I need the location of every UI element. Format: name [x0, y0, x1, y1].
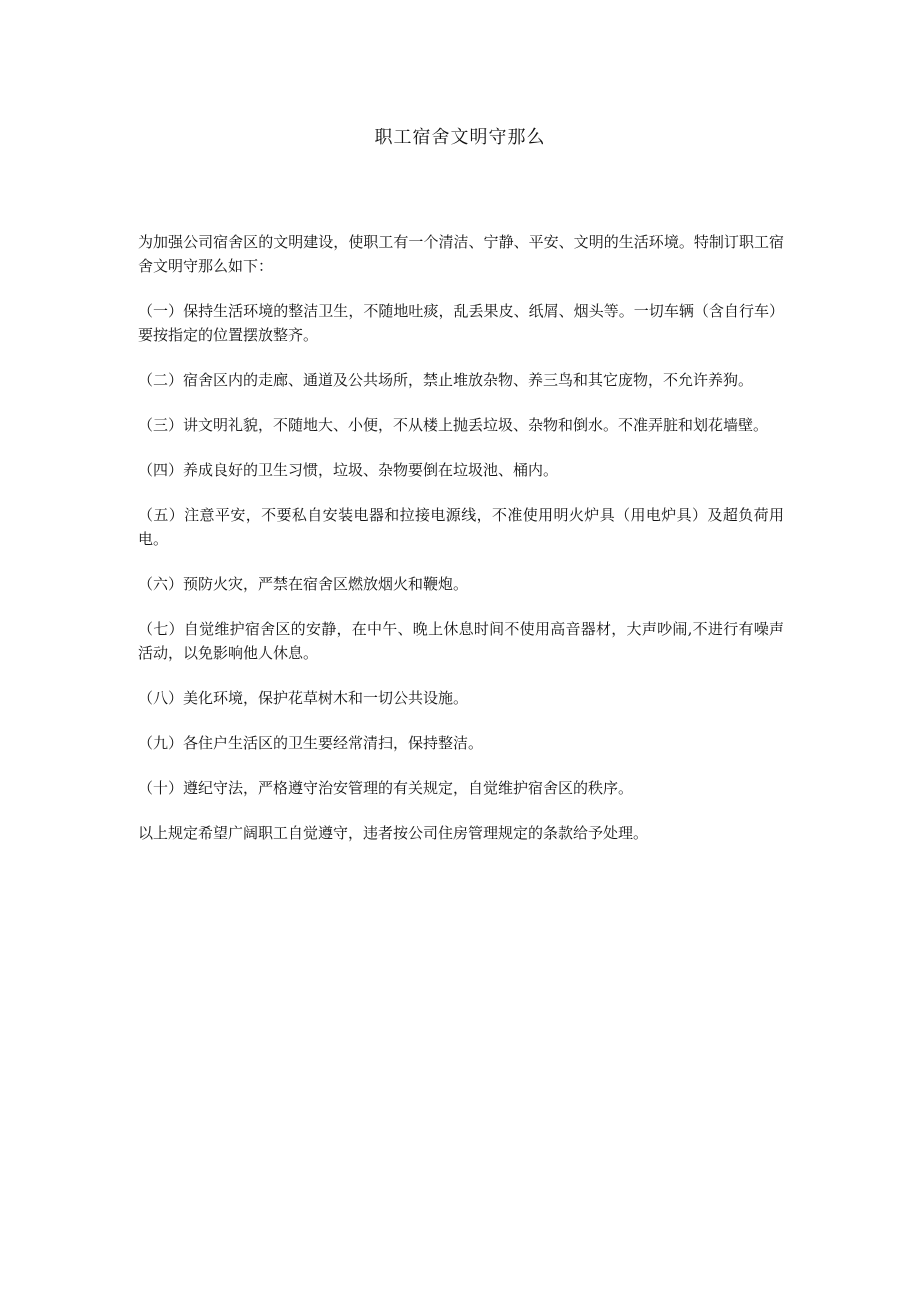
rule-paragraph-2: （二）宿舍区内的走廊、通道及公共场所，禁止堆放杂物、养三鸟和其它庞物，不允许养狗。: [138, 371, 754, 389]
rule-paragraph-7: （七）自觉维护宿舍区的安静，在中午、晚上休息时间不使用高音器材，大声吵闹,不进行有噪声活动，以免影响他人休息。: [138, 620, 784, 662]
rule-paragraph-8: （八）美化环境，保护花草树木和一切公共设施。: [138, 689, 469, 707]
document-title: 职工宿舍文明守那么: [374, 127, 546, 148]
closing-paragraph: 以上规定希望广阔职工自觉遵守，违者按公司住房管理规定的条款给予处理。: [138, 824, 649, 842]
document-body: [138, 230, 784, 866]
rule-paragraph-1: （一）保持生活环境的整洁卫生，不随地吐痰，乱丢果皮、纸屑、烟头等。一切车辆（含自行车）要按指定的位置摆放整齐。: [138, 302, 784, 344]
rule-paragraph-10: （十）遵纪守法，严格遵守治安管理的有关规定，自觉维护宿舍区的秩序。: [138, 779, 634, 797]
rule-paragraph-5: （五）注意平安，不要私自安装电器和拉接电源线，不准使用明火炉具（用电炉具）及超负荷用电。: [138, 506, 784, 548]
rule-paragraph-4: （四）养成良好的卫生习惯，垃圾、杂物要倒在垃圾池、桶内。: [138, 461, 559, 479]
intro-paragraph: 为加强公司宿舍区的文明建设，使职工有一个清洁、宁静、平安、文明的生活环境。特制订职工宿舍文明守那么如下：: [138, 233, 784, 275]
rule-paragraph-9: （九）各住户生活区的卫生要经常清扫，保持整洁。: [138, 734, 484, 752]
rule-paragraph-6: （六）预防火灾，严禁在宿舍区燃放烟火和鞭炮。: [138, 575, 469, 593]
rule-paragraph-3: （三）讲文明礼貌，不随地大、小便，不从楼上抛丢垃圾、杂物和倒水。不准弄脏和划花墙壁。: [138, 416, 769, 434]
